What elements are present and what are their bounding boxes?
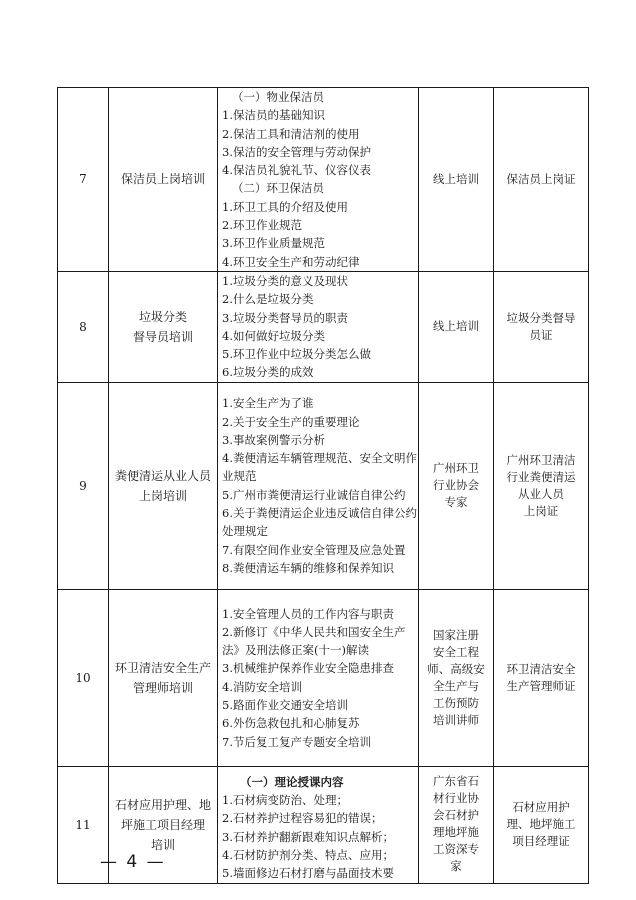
- mode-line: 会石材护: [433, 807, 479, 822]
- cert-line: 广州环卫清洁: [506, 452, 576, 467]
- row-number: 10: [58, 589, 109, 766]
- content-item: 4.环卫安全生产和劳动纪律: [222, 254, 360, 269]
- table-row: [58, 382, 589, 589]
- content-item: 4.石材防护剂分类、特点、应用；: [222, 847, 394, 862]
- table-row: [58, 271, 589, 382]
- mode-line: 广州环卫: [433, 461, 479, 476]
- cert-line: 垃圾分类督导: [506, 310, 576, 325]
- course-name-line: 管理师培训: [132, 680, 193, 695]
- cert-line: 环卫清洁安全: [506, 661, 576, 676]
- content-subtitle: （一）物业保洁员: [232, 90, 324, 104]
- mode-line: 专家: [444, 495, 468, 510]
- content-item: 2.石材养护过程容易犯的错误；: [222, 811, 383, 826]
- cert-line: 行业粪便清运: [506, 469, 576, 484]
- course-name-line: 环卫清洁安全生产: [114, 660, 211, 675]
- training-table: [57, 87, 589, 884]
- cert-line: 生产管理师证: [506, 678, 576, 693]
- content-item: 2.什么是垃圾分类: [222, 292, 314, 307]
- mode-line: 广东省石: [433, 773, 479, 788]
- course-content: [218, 88, 419, 272]
- course-content: [218, 271, 419, 382]
- certificate: [494, 382, 589, 589]
- cert-line: 理、地坪施工: [506, 817, 576, 832]
- content-item: 4.消防安全培训: [222, 679, 302, 694]
- content-item: 1.垃圾分类的意义及现状: [222, 273, 348, 288]
- mode-line: 行业协会: [433, 478, 479, 493]
- course-name-line: 粪便清运从业人员: [114, 468, 211, 483]
- mode-line: 工资深专: [433, 841, 479, 856]
- mode-line: 师、高级安: [427, 661, 485, 676]
- mode-line: 工伤预防: [433, 695, 479, 710]
- mode-line: 线上培训: [433, 171, 479, 186]
- content-item: 4.保洁员礼貌礼节、仪容仪表: [222, 163, 371, 178]
- content-item: 4.粪便清运车辆管理规范、安全文明作业规范: [222, 451, 417, 484]
- content-item: 1.安全生产为了谁: [222, 396, 314, 411]
- content-item: 1.保洁员的基础知识: [222, 108, 325, 123]
- row-number: 8: [58, 271, 109, 382]
- training-mode: [419, 589, 494, 766]
- content-item: 3.事故案例警示分析: [222, 432, 325, 447]
- content-item: 6.关于粪便清运企业违反诚信自律公约处理规定: [222, 506, 417, 539]
- content-item: 1.石材病变防治、处理；: [222, 793, 348, 808]
- course-content: [218, 589, 419, 766]
- content-item: 5.广州市粪便清运行业诚信自律公约: [222, 487, 406, 502]
- course-name: [109, 88, 218, 272]
- course-name-line: 垃圾分类: [138, 309, 187, 324]
- training-mode: [419, 382, 494, 589]
- training-mode: [419, 766, 494, 883]
- course-name: [109, 382, 218, 589]
- course-name: [109, 271, 218, 382]
- content-item: 3.石材养护翻新跟难知识点解析；: [222, 829, 394, 844]
- certificate: [494, 589, 589, 766]
- content-item: 2.关于安全生产的重要理论: [222, 414, 360, 429]
- mode-line: 家: [450, 858, 462, 873]
- content-item: 5.路面作业交通安全培训: [222, 698, 348, 713]
- course-name-line: 督导员培训: [132, 329, 193, 344]
- cert-line: 员证: [529, 327, 553, 342]
- row-number: 9: [58, 382, 109, 589]
- content-subtitle: （二）环卫保洁员: [232, 181, 324, 196]
- course-name-line: 坪施工项目经理: [120, 817, 205, 832]
- content-item: 4.如何做好垃圾分类: [222, 328, 325, 343]
- course-content: [218, 382, 419, 589]
- cert-line: 保洁员上岗证: [506, 171, 576, 186]
- training-mode: [419, 271, 494, 382]
- course-name-line: 上岗培训: [138, 488, 187, 503]
- course-name-line: 培训: [150, 837, 175, 852]
- content-item: 2.新修订《中华人民共和国安全生产法》及刑法修正案(十一)解读: [222, 624, 406, 658]
- content-item: 3.垃圾分类督导员的职责: [222, 310, 348, 325]
- certificate: [494, 271, 589, 382]
- content-item: 2.保洁工具和清洁剂的使用: [222, 126, 360, 141]
- content-item: 6.外伤急救包扎和心肺复苏: [222, 716, 360, 731]
- row-number: 7: [58, 88, 109, 272]
- mode-line: 国家注册: [433, 627, 479, 642]
- mode-line: 培训讲师: [433, 712, 479, 727]
- mode-line: 全生产与: [433, 678, 479, 693]
- cert-line: 上岗证: [523, 503, 559, 518]
- content-item: 1.环卫工具的介绍及使用: [222, 199, 348, 214]
- content-item: 5.环卫作业中垃圾分类怎么做: [222, 347, 371, 362]
- content-item: 8.粪便清运车辆的维修和保养知识: [222, 560, 394, 575]
- mode-line: 材行业协: [433, 790, 479, 805]
- cert-line: 项目经理证: [512, 834, 570, 849]
- content-subtitle: （一）理论授课内容: [240, 774, 344, 789]
- table-row: [58, 589, 589, 766]
- course-name: [109, 589, 218, 766]
- course-name-line: 保洁员上岗培训: [120, 172, 205, 187]
- mode-line: 安全工程: [433, 644, 479, 659]
- content-item: 3.机械维护保养作业安全隐患排查: [222, 661, 394, 676]
- row-number: 11: [58, 766, 109, 883]
- content-item: 2.环卫作业规范: [222, 218, 302, 233]
- content-item: 7.节后复工复产专题安全培训: [222, 734, 371, 749]
- cert-line: 从业人员: [518, 486, 564, 501]
- page-number: — 4 —: [100, 852, 166, 872]
- certificate: [494, 766, 589, 883]
- mode-line: 线上培训: [433, 319, 479, 334]
- content-item: 7.有限空间作业安全管理及应急处置: [222, 542, 406, 557]
- content-item: 6.垃圾分类的成效: [222, 365, 314, 380]
- content-item: 3.环卫作业质量规范: [222, 236, 325, 251]
- training-mode: [419, 88, 494, 272]
- course-name-line: 石材应用护理、地: [114, 797, 211, 812]
- table-row: [58, 88, 589, 272]
- cert-line: 石材应用护: [512, 800, 570, 815]
- certificate: [494, 88, 589, 272]
- content-item: 3.保洁的安全管理与劳动保护: [222, 144, 371, 159]
- course-content: [218, 766, 419, 883]
- content-item: 1.安全管理人员的工作内容与职责: [222, 606, 394, 621]
- mode-line: 理地坪施: [433, 824, 479, 839]
- content-item: 5.墙面修边石材打磨与晶面技术要: [222, 866, 394, 881]
